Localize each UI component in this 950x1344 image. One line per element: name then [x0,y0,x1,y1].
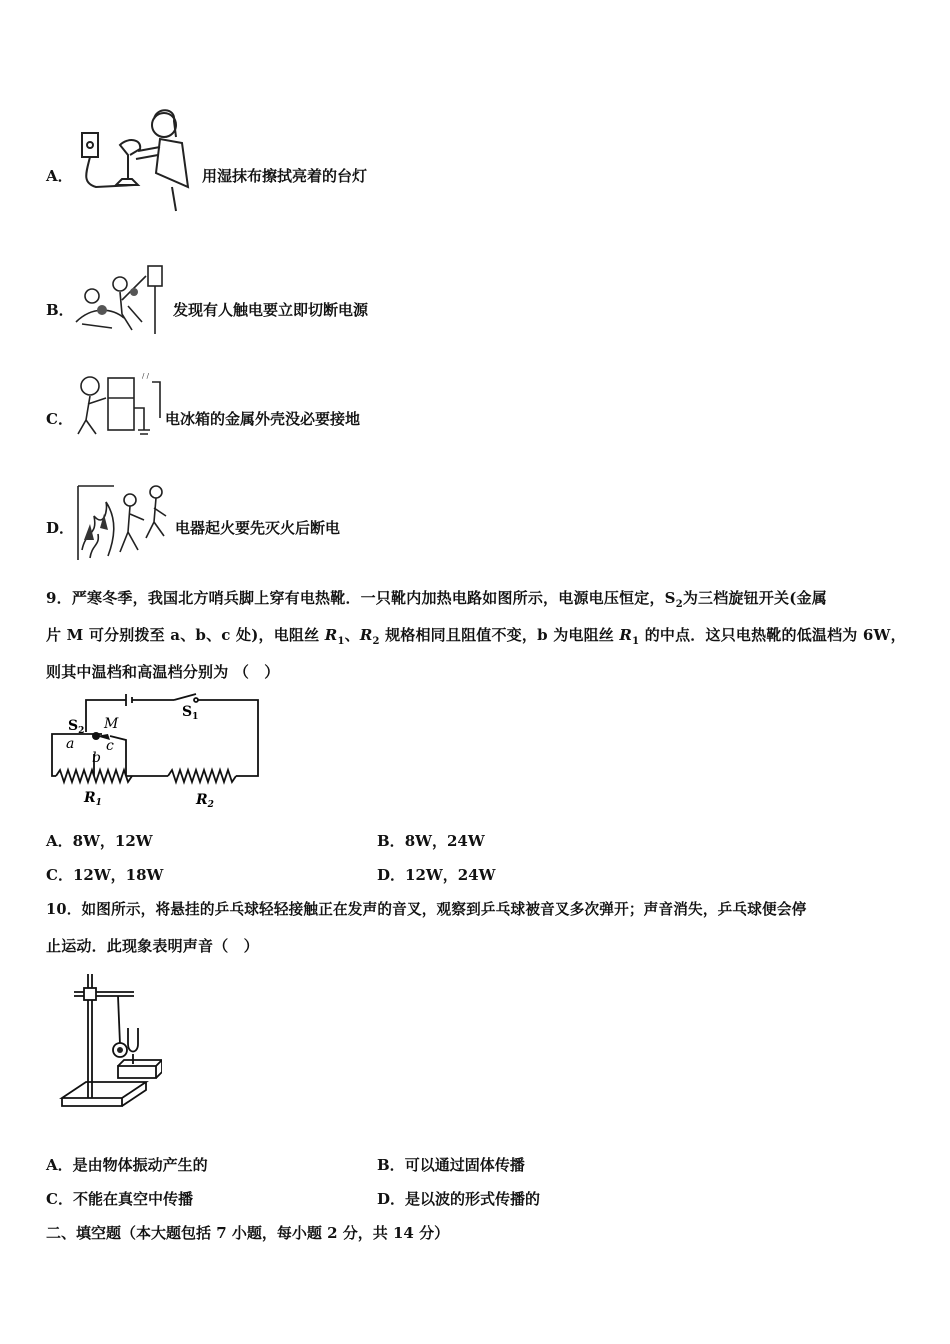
fire-illustration [74,480,170,562]
section-2-heading: 二、填空题（本大题包括 7 小题，每小题 2 分，共 14 分） [46,1224,450,1242]
option-letter: A． [46,167,73,185]
option-letter: D． [46,519,75,537]
question-9-line-1: 9．严寒冬季，我国北方哨兵脚上穿有电热靴．一只靴内加热电路如图所示，电源电压恒定，$S_2$为三档旋钮开关(金属 [46,589,827,610]
question-9-line-2: 片 M 可分别拨至 a、b、c 处)，电阻丝 $R_1$、$R_2$ 规格相同且阻值不变，b 为电阻丝 $R_1$ 的中点．这只电热靴的低温档为 6W， [46,626,906,647]
tuning-fork-pingpong-diagram [58,970,162,1118]
option-text: 发现有人触电要立即切断电源 [173,301,369,319]
q9-option-a[interactable]: A．8W，12W [46,832,153,850]
q10-option-d[interactable]: D．是以波的形式传播的 [377,1190,541,1208]
heating-circuit-diagram [46,690,266,810]
option-letter: C． [46,410,73,428]
q10-option-c[interactable]: C．不能在真空中传播 [46,1190,193,1208]
cut-power-illustration [72,262,168,336]
q10-option-a[interactable]: A．是由物体振动产生的 [46,1156,208,1174]
option-letter: B． [46,301,74,319]
svg-text:S2: $S_2$ [68,718,85,736]
girl-wiping-lamp-illustration [76,103,198,215]
question-10-line-2: 止运动．此现象表明声音（ ） [46,937,259,955]
option-text: 用湿抹布擦拭亮着的台灯 [202,167,368,185]
q10-option-b[interactable]: B．可以通过固体传播 [377,1156,525,1174]
svg-text:/ /: / / [142,372,149,380]
option-text: 电冰箱的金属外壳没必要接地 [165,410,361,428]
svg-text:S1: $S_1$ [182,704,199,722]
q9-option-b[interactable]: B．8W，24W [377,832,485,850]
question-10-line-1: 10．如图所示，将悬挂的乒乓球轻轻接触正在发声的音叉，观察到乒乓球被音叉多次弹开；声音消失，乒乓球便会停 [46,901,807,918]
option-text: 电器起火要先灭火后断电 [175,519,341,537]
svg-text:c: c [106,738,114,754]
svg-text:a: a [66,736,75,752]
svg-text:b: b [92,750,101,766]
fridge-ground-illustration [72,368,164,440]
svg-text:M: M [104,716,119,732]
q9-option-c[interactable]: C．12W，18W [46,866,164,884]
q9-option-d[interactable]: D．12W，24W [377,866,496,884]
svg-text:R2: $R_2$ [196,792,214,810]
svg-text:R1: $R_1$ [84,790,102,808]
question-9-line-3: 则其中温档和高温档分别为 （ ） [46,663,280,681]
